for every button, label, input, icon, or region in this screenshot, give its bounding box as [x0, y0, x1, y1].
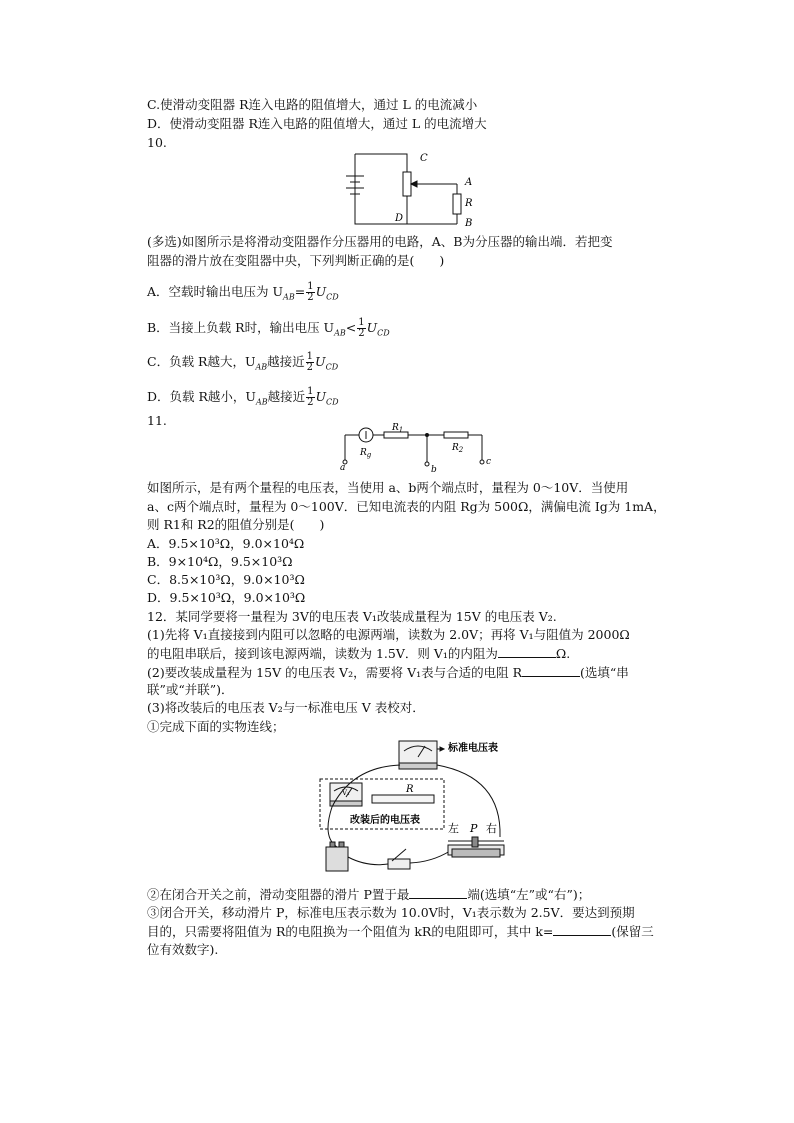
q12-step1: ①完成下面的实物连线；	[147, 719, 285, 734]
label-b: b	[431, 465, 437, 472]
q10-option-a: A．空载时输出电压为 $U_{AB}=$ $\frac{1}{2}$ $U_{CD}$	[147, 281, 339, 303]
q11-voltmeter-figure	[338, 422, 493, 472]
q12-step3-line1: ③闭合开关，移动滑片 P，标准电压表示数为 10.0V时，V₁表示数为 2.5V．要达到预期	[147, 905, 635, 920]
label-a: a	[340, 463, 346, 472]
q12-stem: 12．某同学要将一量程为 3V的电压表 V₁改装成量程为 15V 的电压表 V₂.	[147, 609, 557, 624]
q9-option-c: C.使滑动变阻器 R连入电路的阻值增大，通过 L 的电流减小	[147, 97, 478, 112]
q11-option-d: D．9.5×10³Ω，9.0×10³Ω	[147, 590, 306, 605]
q10-circuit-figure	[345, 148, 480, 230]
answer-blank-1[interactable]	[498, 645, 556, 658]
q11-stem-line1: 如图所示，是有两个量程的电压表，当使用 a、b两个端点时，量程为 0～10V．当使用	[147, 480, 629, 495]
label-r: R	[465, 198, 473, 209]
label-d: D	[395, 213, 404, 224]
q11-option-b: B．9×10⁴Ω，9.5×10³Ω	[147, 554, 293, 569]
label-v1: V₁	[342, 789, 350, 797]
q10-number: 10.	[147, 135, 167, 150]
q12-step3-line2: 目的，只需要将阻值为 R的电阻换为一个阻值为 kR的电阻即可，其中 k= (保留三	[147, 924, 654, 939]
q12-step2: ②在闭合开关之前，滑动变阻器的滑片 P置于最 端(选填“左”或“右”)；	[147, 887, 591, 902]
label-a: A	[465, 177, 473, 188]
q9-option-d: D．使滑动变阻器 R连入电路的阻值增大，通过 L 的电流增大	[147, 116, 487, 131]
answer-blank-4[interactable]	[553, 923, 611, 936]
q10-option-b: B．当接上负载 R时，输出电压 $U_{AB}<$ $\frac{1}{2}$ $U_{CD}$	[147, 317, 390, 339]
q10-option-c: C．负载 R越大，$U_{AB}$越接近 $\frac{1}{2}$ $U_{CD}$	[147, 351, 339, 373]
label-modified-voltmeter: 改装后的电压表	[350, 815, 420, 826]
label-left: 左	[448, 822, 459, 835]
label-r: R	[406, 784, 414, 795]
q11-option-a: A．9.5×10³Ω，9.0×10⁴Ω	[147, 536, 305, 551]
q12-part2-line1: (2)要改装成量程为 15V 的电压表 V₂，需要将 V₁表与合适的电阻 R (选填“串	[147, 665, 629, 680]
q10-stem-line1: (多选)如图所示是将滑动变阻器作分压器用的电路，A、B为分压器的输出端．若把变	[147, 234, 613, 249]
q12-part1-line1: (1)先将 V₁直接接到内阻可以忽略的电源两端，读数为 2.0V；再将 V₁与阻值为 2000Ω	[147, 627, 630, 642]
answer-blank-3[interactable]	[409, 886, 467, 899]
q11-number: 11.	[147, 413, 167, 428]
q12-part2-line2: 联”或“并联”)．	[147, 682, 234, 697]
q11-stem-line3: 则 R1和 R2的阻值分别是( )	[147, 517, 325, 532]
q10-option-d: D．负载 R越小，$U_{AB}$越接近 $\frac{1}{2}$ $U_{CD}$	[147, 386, 339, 408]
q10-stem-line2: 阻器的滑片放在变阻器中央，下列判断正确的是( )	[147, 253, 445, 268]
label-right: 右	[486, 822, 497, 835]
q12-part1-line2: 的电阻串联后，接到该电源两端，读数为 1.5V．则 V₁的内阻为 Ω.	[147, 646, 571, 661]
label-c: c	[486, 457, 492, 467]
label-rg: $R_g$	[360, 448, 372, 459]
q12-step3-line3: 位有效数字).	[147, 942, 219, 957]
q11-stem-line2: a、c两个端点时，量程为 0～100V．已知电流表的内阻 Rg为 500Ω，满偏电流 Ig为 1mA，	[147, 499, 666, 514]
label-c: C	[420, 153, 428, 164]
answer-blank-2[interactable]	[522, 664, 580, 677]
q11-option-c: C．8.5×10³Ω，9.0×10³Ω	[147, 572, 305, 587]
q12-part3: (3)将改装后的电压表 V₂与一标准电压 V 表校对．	[147, 700, 425, 715]
q12-apparatus-figure	[312, 737, 532, 877]
label-r2: $R_2$	[452, 443, 464, 454]
label-p: P	[470, 822, 478, 835]
label-b: B	[465, 218, 473, 229]
label-standard-voltmeter: 标准电压表	[448, 743, 498, 754]
label-r1: $R_1$	[392, 423, 404, 434]
